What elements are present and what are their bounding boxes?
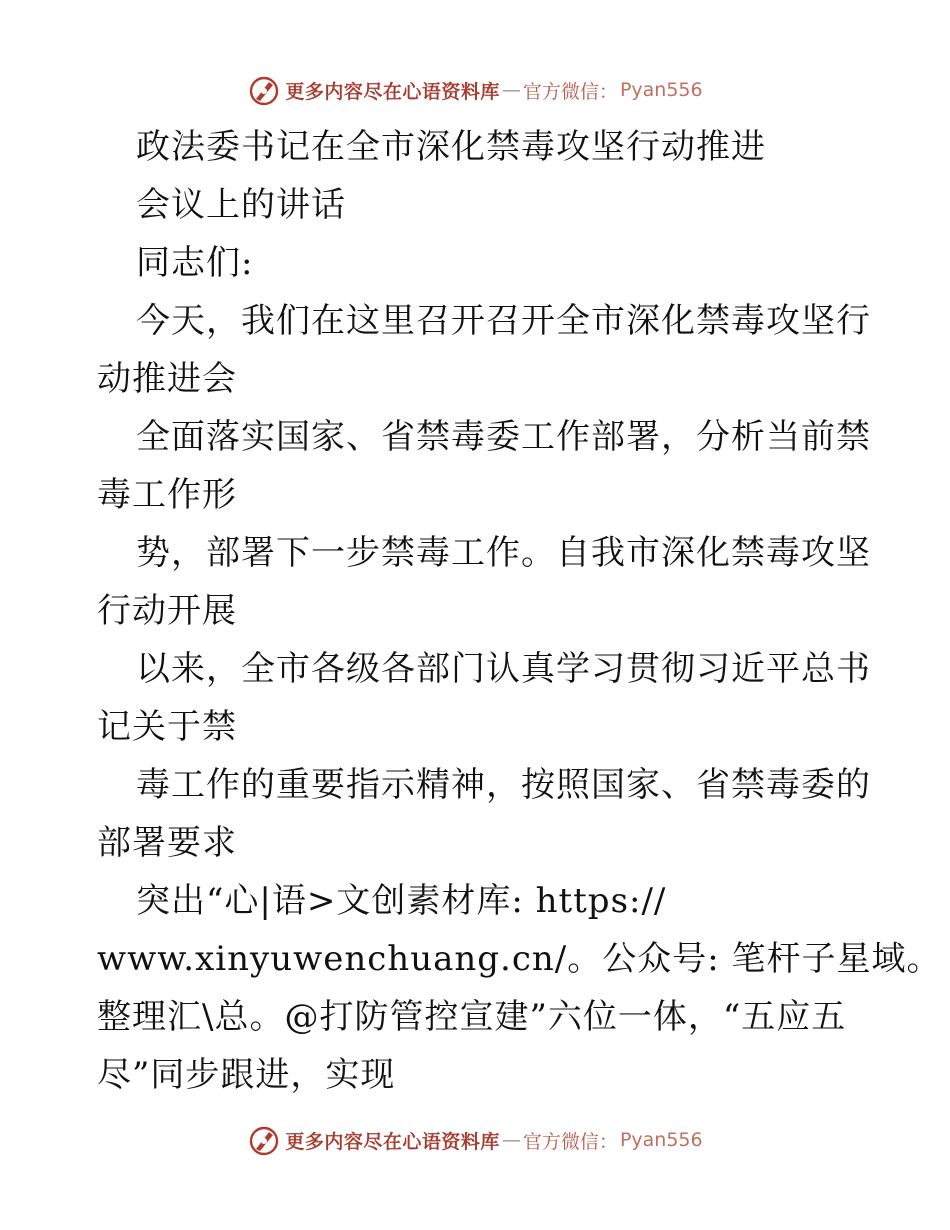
banner-wechat-handle: Pyan556	[619, 1129, 703, 1151]
banner-dash: —	[501, 1129, 521, 1151]
document-title-line-1: 政法委书记在全市深化禁毒攻坚行动推进	[136, 127, 766, 167]
paragraph-line: 记关于禁	[97, 707, 237, 747]
banner-site-text: 更多内容尽在心语资料库	[285, 80, 500, 103]
pen-logo-icon	[247, 1123, 281, 1157]
footer-watermark-banner	[0, 1120, 950, 1160]
paragraph-line: 毒工作形	[97, 475, 237, 515]
paragraph-line: 动推进会	[97, 359, 237, 399]
paragraph-line: 部署要求	[97, 823, 237, 863]
document-title-line-2: 会议上的讲话	[136, 185, 346, 225]
paragraph-line: 尽”同步跟进，实现	[97, 1055, 396, 1095]
banner-wechat-label: 官方微信：	[522, 80, 618, 103]
paragraph-line: 势，部署下一步禁毒工作。自我市深化禁毒攻坚	[136, 533, 871, 573]
paragraph-line: 以来，全市各级各部门认真学习贯彻习近平总书	[136, 649, 871, 689]
banner-site-text: 更多内容尽在心语资料库	[285, 1130, 500, 1153]
paragraph-line: www.xinyuwenchuang.cn/。公众号: 笔杆子星域。	[97, 939, 942, 979]
banner-wechat-label: 官方微信：	[522, 1130, 618, 1153]
header-watermark-banner	[0, 70, 950, 110]
paragraph-line: 今天，我们在这里召开召开全市深化禁毒攻坚行	[136, 301, 871, 341]
banner-wechat-handle: Pyan556	[619, 79, 703, 101]
paragraph-line: 毒工作的重要指示精神，按照国家、省禁毒委的	[136, 765, 871, 805]
paragraph-line: 整理汇\总。@打防管控宣建”六位一体，“五应五	[97, 997, 847, 1037]
paragraph-line: 突出“心|语>文创素材库: https://	[136, 881, 667, 921]
paragraph-line: 全面落实国家、省禁毒委工作部署，分析当前禁	[136, 417, 871, 457]
salutation: 同志们:	[136, 243, 254, 283]
paragraph-line: 行动开展	[97, 591, 237, 631]
document-body	[97, 118, 942, 1104]
pen-logo-icon	[247, 73, 281, 107]
banner-dash: —	[501, 79, 521, 101]
